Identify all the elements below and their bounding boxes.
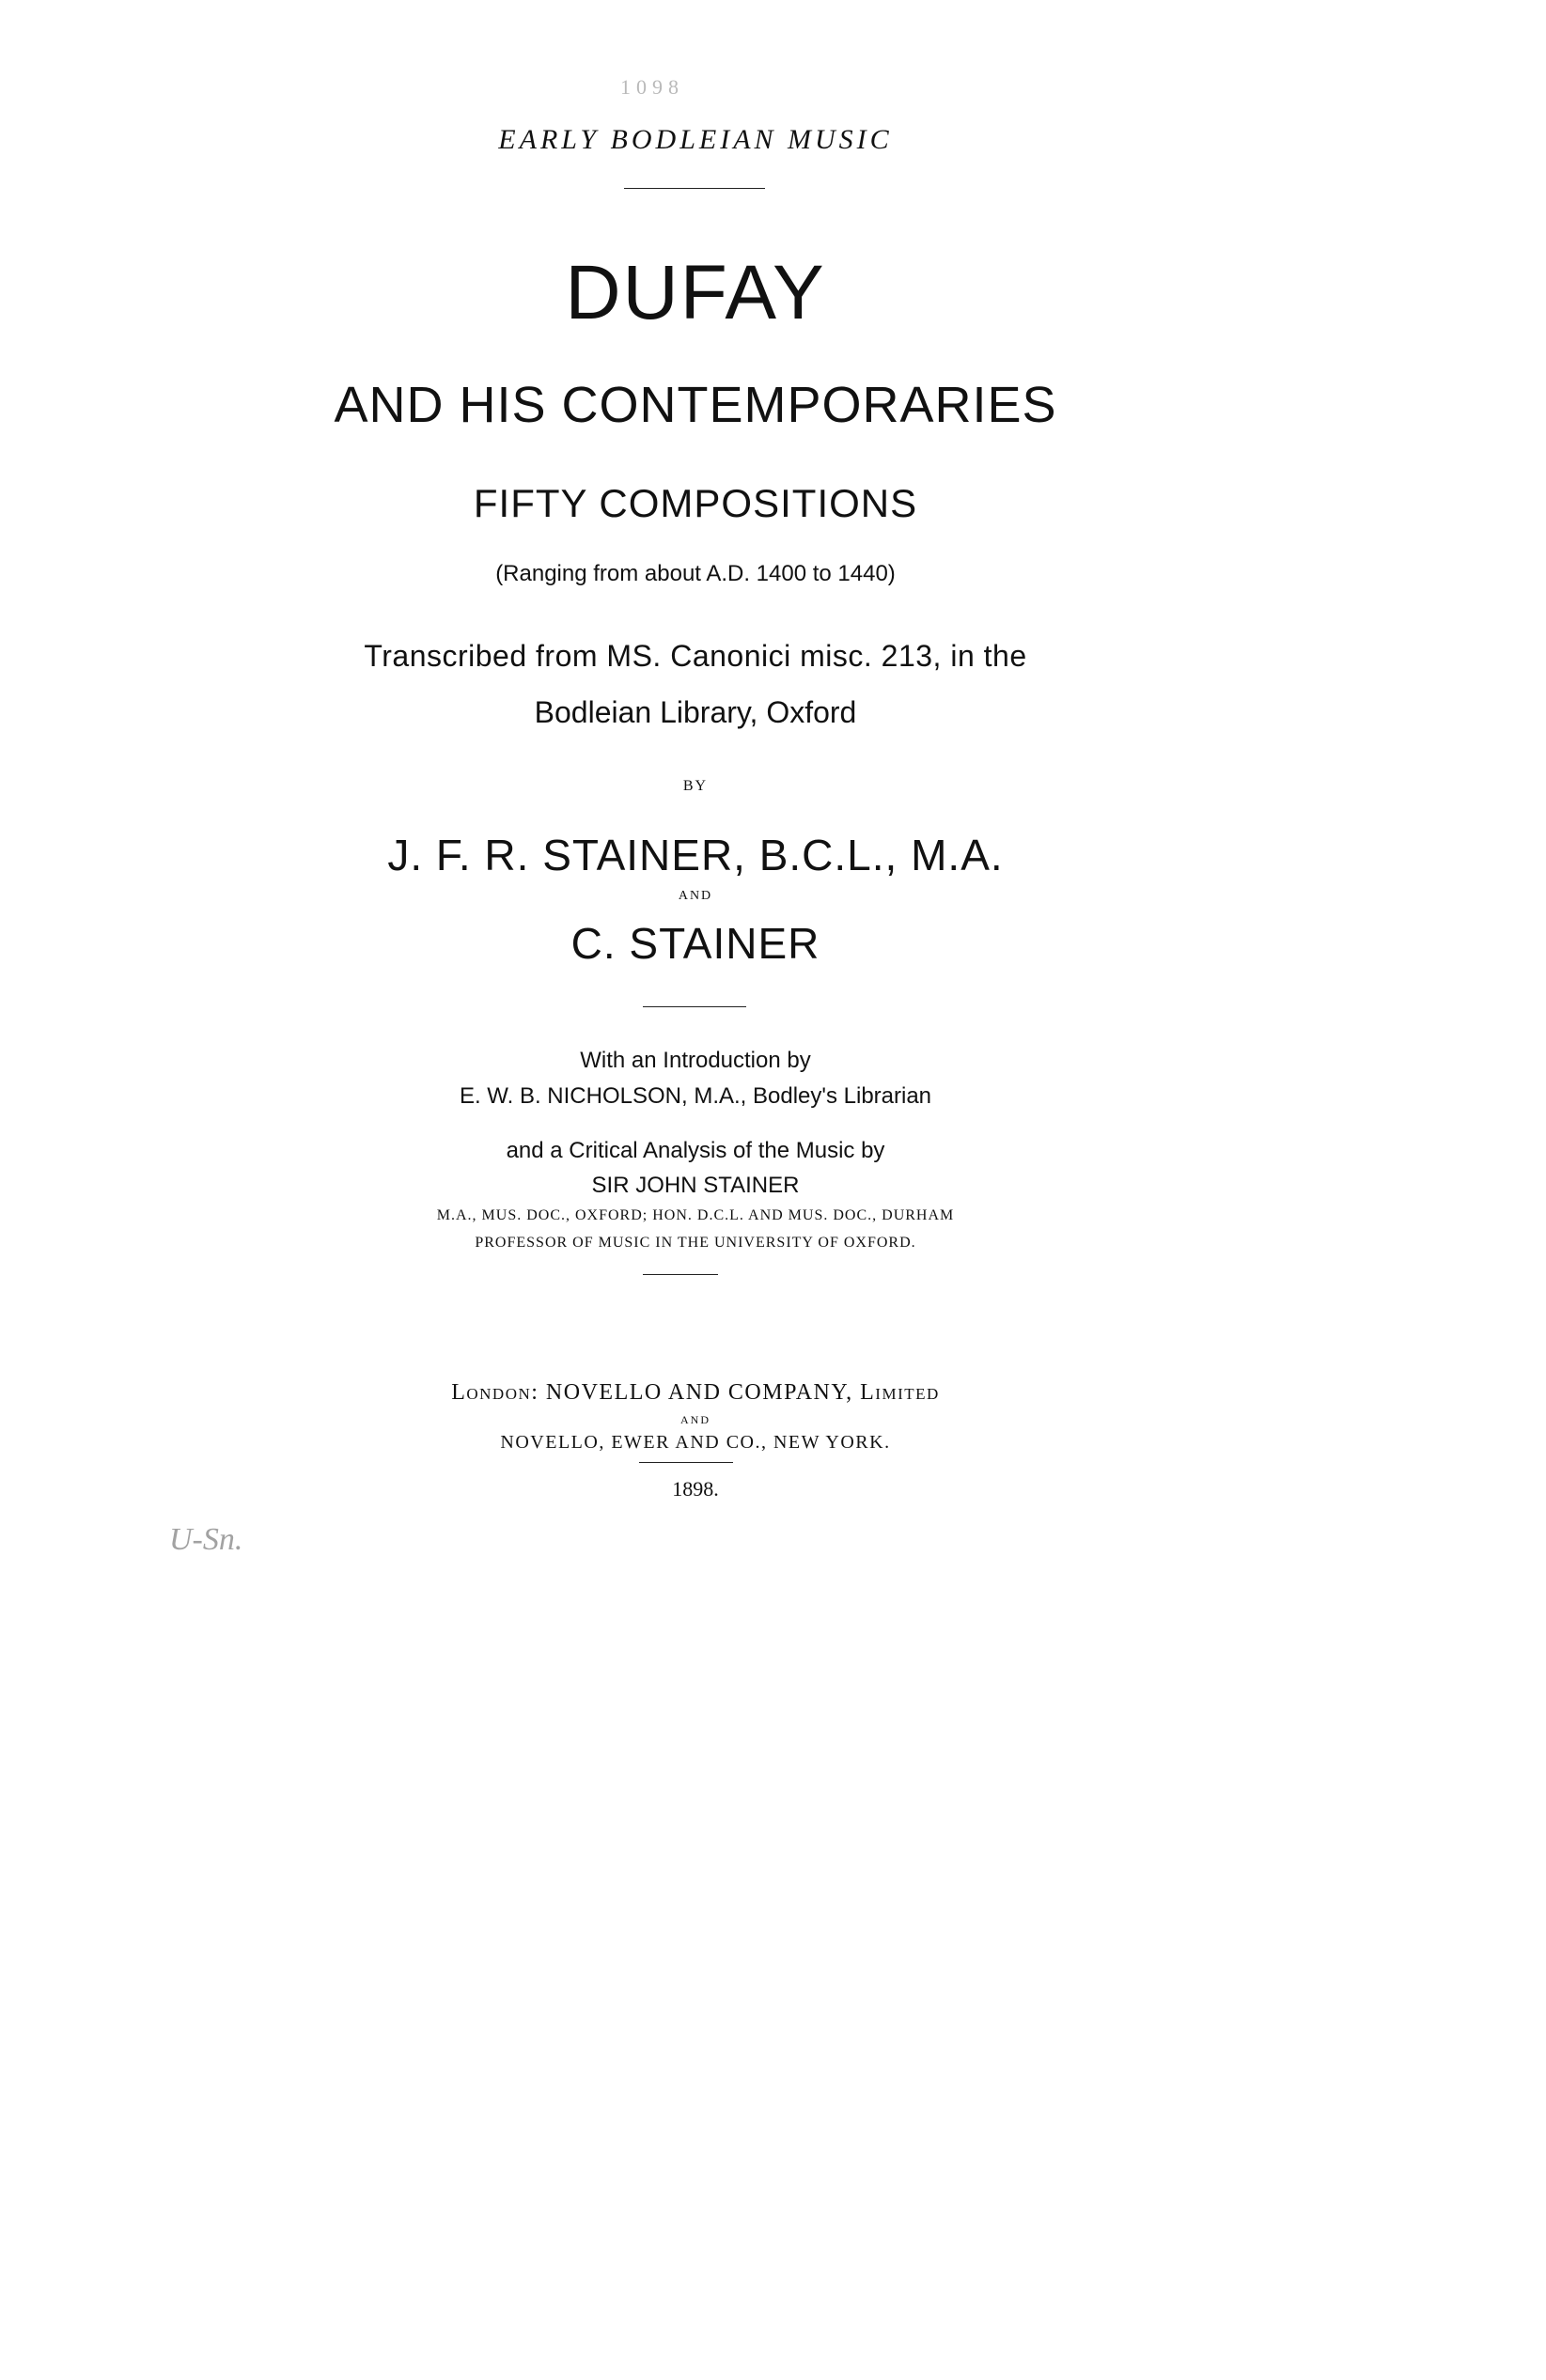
and-label-2: AND xyxy=(680,1413,711,1426)
subtitle: AND HIS CONTEMPORARIES xyxy=(334,377,1057,433)
compositions-heading: FIFTY COMPOSITIONS xyxy=(473,481,918,525)
publisher-line xyxy=(0,1380,1391,1406)
intro-line: With an Introduction by xyxy=(580,1048,811,1073)
library-stamp: 1098 xyxy=(620,75,684,99)
handwritten-margin-note: U-Sn. xyxy=(169,1522,243,1557)
series-title: EARLY BODLEIAN MUSIC xyxy=(498,124,893,155)
intro-author: E. W. B. NICHOLSON, M.A., Bodley's Librarian xyxy=(459,1083,932,1109)
transcribed-line-2: Bodleian Library, Oxford xyxy=(534,695,857,729)
publication-year: 1898. xyxy=(672,1477,719,1501)
publisher-suffix: Limited xyxy=(860,1380,940,1405)
publisher-name: NOVELLO AND COMPANY, xyxy=(545,1380,853,1405)
analysis-author: SIR JOHN STAINER xyxy=(591,1173,800,1198)
analysis-line: and a Critical Analysis of the Music by xyxy=(506,1138,885,1163)
divider xyxy=(624,188,765,189)
publisher-new-york: NOVELLO, EWER AND CO., NEW YORK. xyxy=(500,1432,891,1453)
publisher-city: London: xyxy=(451,1380,539,1405)
divider xyxy=(643,1274,718,1275)
author-2: C. STAINER xyxy=(570,919,820,968)
credentials-line-2: PROFESSOR OF MUSIC IN THE UNIVERSITY OF OXFORD. xyxy=(475,1235,916,1251)
divider xyxy=(643,1006,746,1007)
date-range: (Ranging from about A.D. 1400 to 1440) xyxy=(495,561,896,586)
author-1: J. F. R. STAINER, B.C.L., M.A. xyxy=(387,831,1004,879)
and-label-1: AND xyxy=(678,889,713,903)
by-label: BY xyxy=(682,778,709,794)
credentials-line-1: M.A., MUS. DOC., OXFORD; HON. D.C.L. AND MUS. DOC., DURHAM xyxy=(436,1207,955,1223)
divider xyxy=(639,1462,733,1463)
main-title: DUFAY xyxy=(565,250,826,335)
transcribed-line-1: Transcribed from MS. Canonici misc. 213, in the xyxy=(364,639,1027,673)
